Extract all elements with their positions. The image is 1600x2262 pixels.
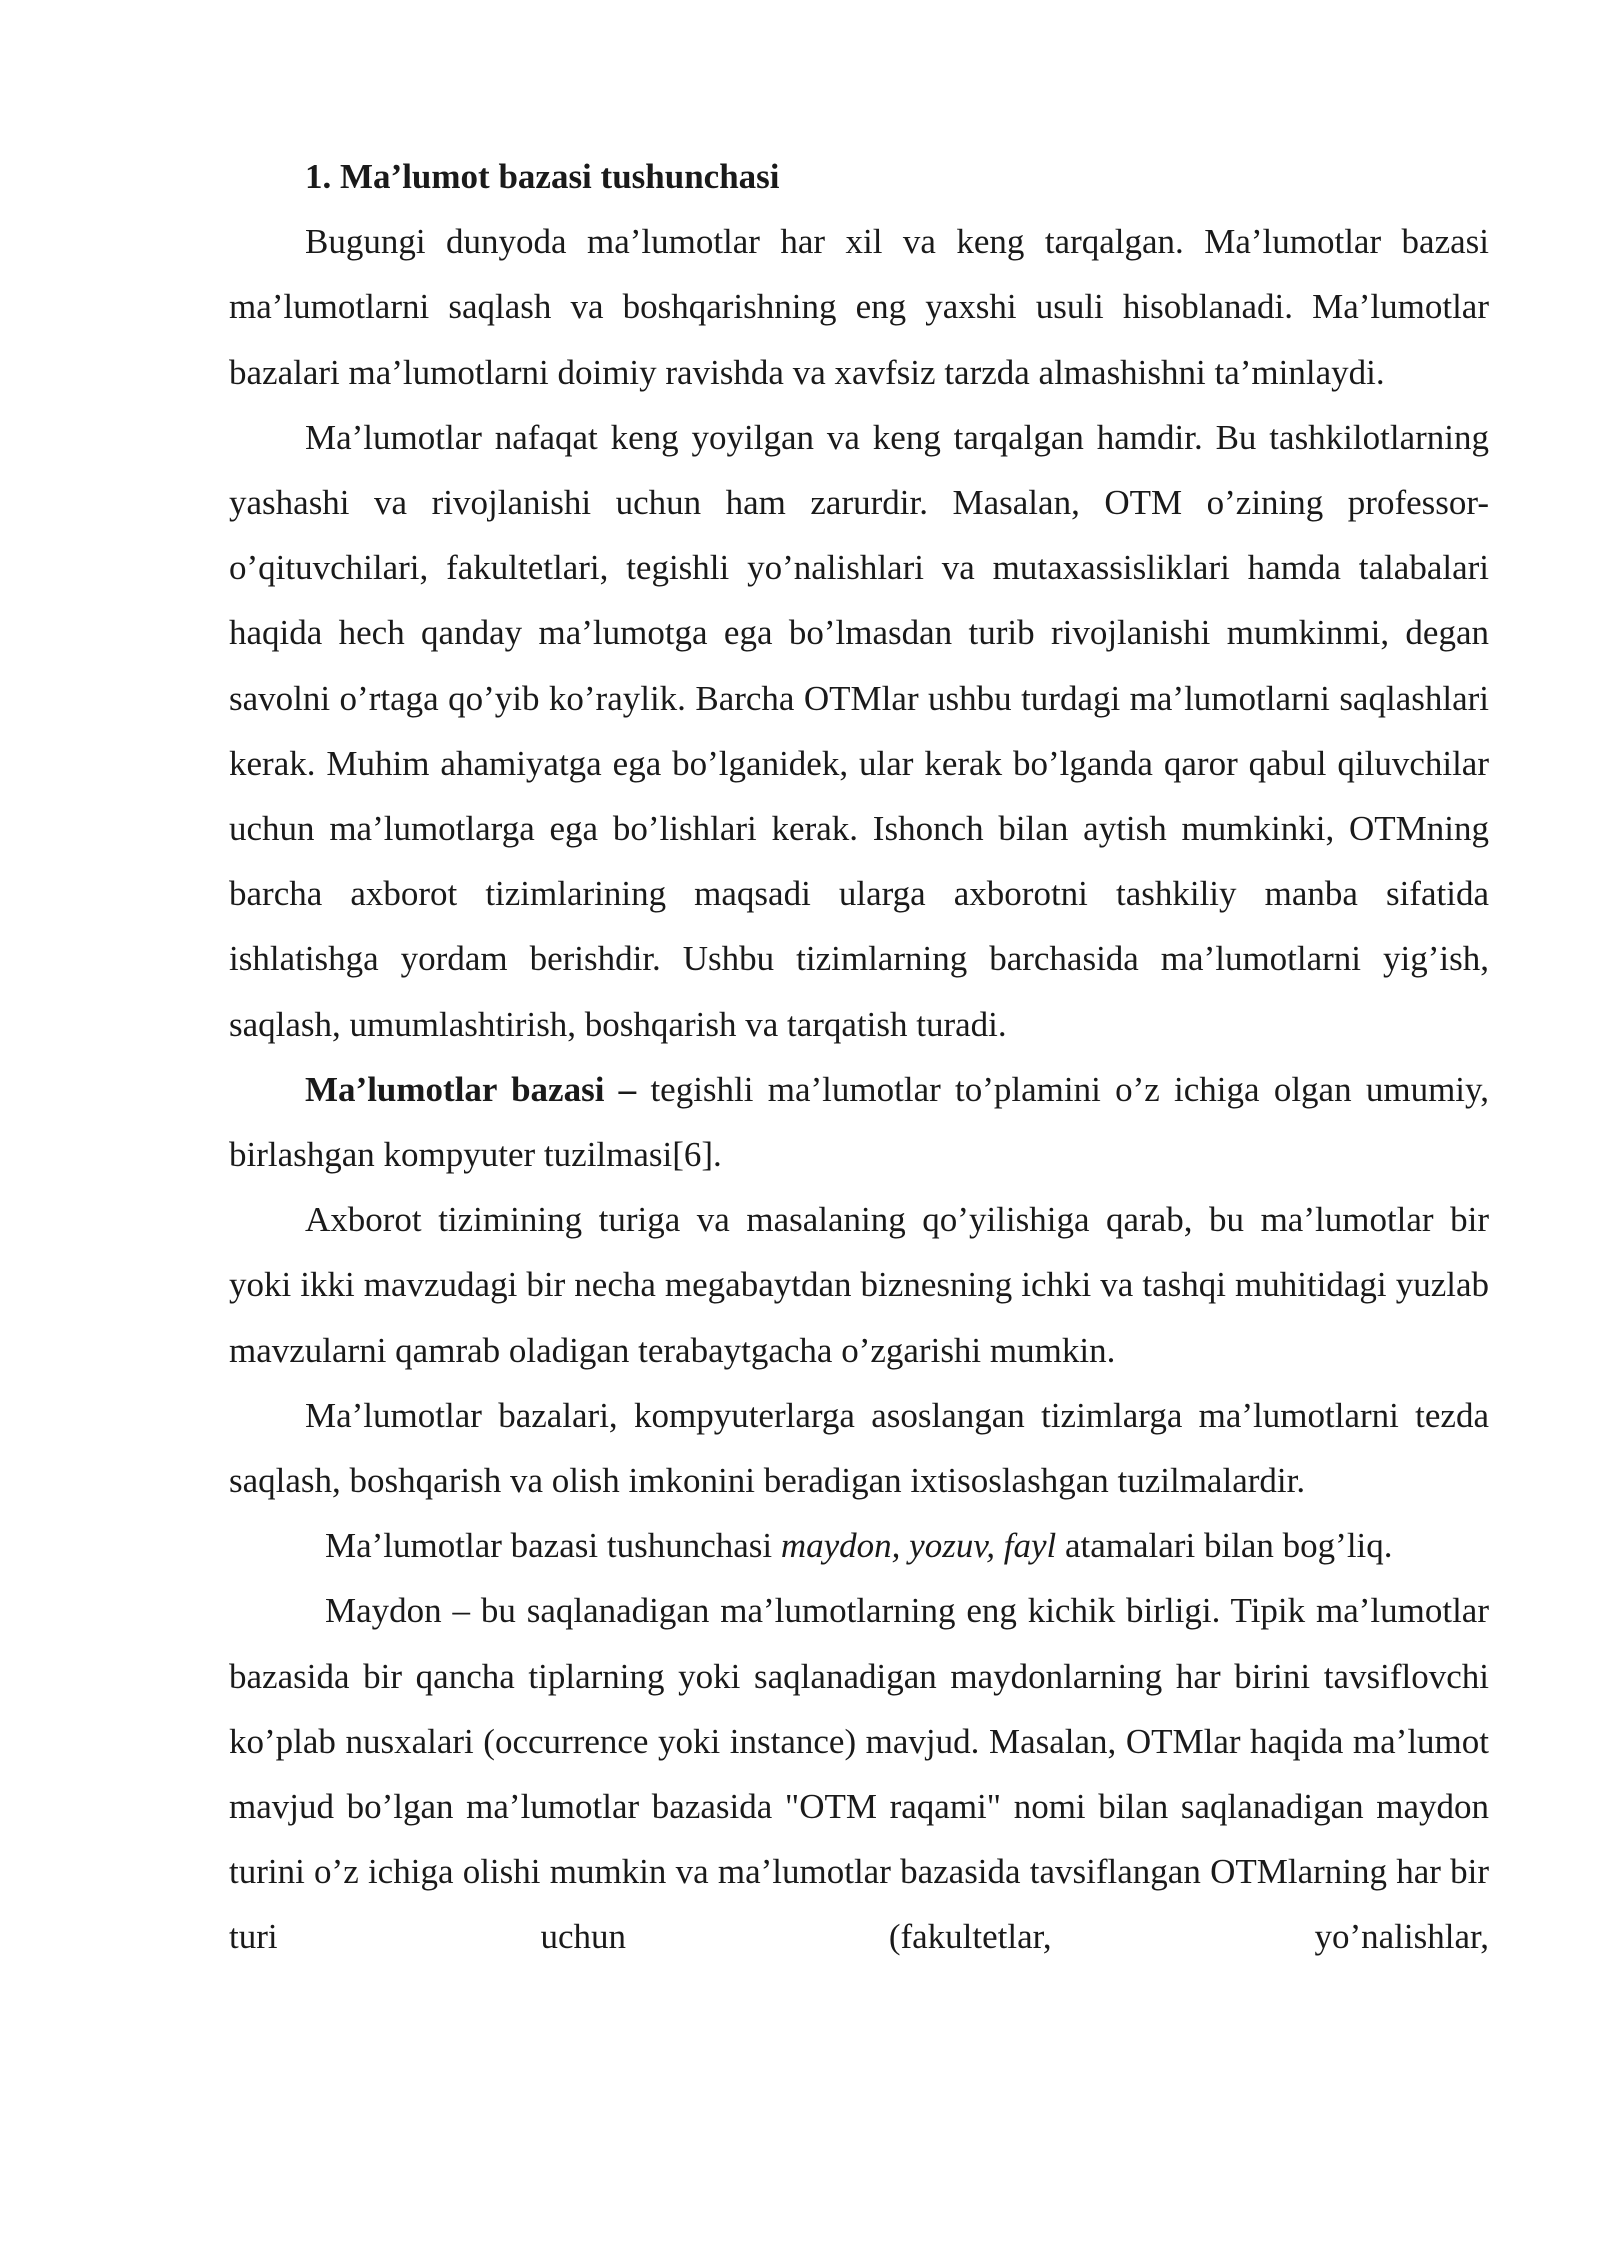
paragraph-field: Maydon – bu saqlanadigan ma’lumotlarning eng kichik birligi. Tipik ma’lumotlar bazasida bir qancha tiplarning yoki saqlanadigan maydonlarning har birini tavsiflovchi ko’plab nusxalari (occurrence yoki instance) mavjud. Masalan, OTMlar haqida ma’lumot mavjud bo’lgan ma’lumotlar bazasida "OTM raqami" nomi bilan saqlanadigan maydon turini o’z ichiga olishi mumkin va ma’lumotlar bazasida tavsiflangan OTMlarning har bir turi uchun (fakultetlar, yo’nalishlar, [229,1591,1489,1957]
paragraph-definition [229,1057,1489,1187]
terms-start: Ma’lumotlar bazasi tushunchasi [325,1526,781,1566]
paragraph-size-range: Axborot tizimining turiga va masalaning qo’yilishiga qarab, bu ma’lumotlar bir yoki ikki mavzudagi bir necha megabaytdan biznesning ichki va tashqi muhitidagi yuzlab mavzularni qamrab oladigan terabaytgacha o’zgarishi mumkin. [229,1200,1489,1370]
paragraph-intro: Bugungi dunyoda ma’lumotlar har xil va keng tarqalgan. Ma’lumotlar bazasi ma’lumotlarni saqlash va boshqarishning eng yaxshi usuli hisoblanadi. Ma’lumotlar bazalari ma’lumotlarni doimiy ravishda va xavfsiz tarzda almashishni ta’minlaydi. [229,222,1489,392]
paragraph-structures: Ma’lumotlar bazalari, kompyuterlarga asoslangan tizimlarga ma’lumotlarni tezda saqlash, boshqarish va olish imkonini beradigan ixtisoslashgan tuzilmalardir. [229,1395,1489,1501]
section-heading: 1. Ma’lumot bazasi tushunchasi [305,157,780,196]
definition-text: tegishli ma’lumotlar to’plamini o’z ichiga olgan umumiy, birlashgan kompyuter tuzilmasi[6]. [229,1069,1489,1175]
terms-end: atamalari bilan bog’liq. [1056,1526,1393,1566]
paragraph-terms [229,1513,1489,1578]
paragraph-importance: Ma’lumotlar nafaqat keng yoyilgan va keng tarqalgan hamdir. Bu tashkilotlarning yashashi va rivojlanishi uchun ham zarurdir. Masalan, OTM o’zining professor-o’qituvchilari, fakultetlari, tegishli yo’nalishlari va mutaxassisliklari hamda talabalari haqida hech qanday ma’lumotga ega bo’lmasdan turib rivojlanishi mumkinmi, degan savolni o’rtaga qo’yib ko’raylik. Barcha OTMlar ushbu turdagi ma’lumotlarni saqlashlari kerak. Muhim ahamiyatga ega bo’lganidek, ular kerak bo’lganda qaror qabul qiluvchilar uchun ma’lumotlarga ega bo’lishlari kerak. Ishonch bilan aytish mumkinki, OTMning barcha axborot tizimlarining maqsadi ularga axborotni tashkiliy manba sifatida ishlatishga yordam berishdir. Ushbu tizimlarning barchasida ma’lumotlarni yig’ish, saqlash, umumlashtirish, boshqarish va tarqatish turadi. [229,417,1489,1044]
terms-italic: maydon, yozuv, fayl [780,1526,1057,1566]
definition-term: Ma’lumotlar bazasi – [305,1069,637,1109]
document-body [229,144,1489,1970]
